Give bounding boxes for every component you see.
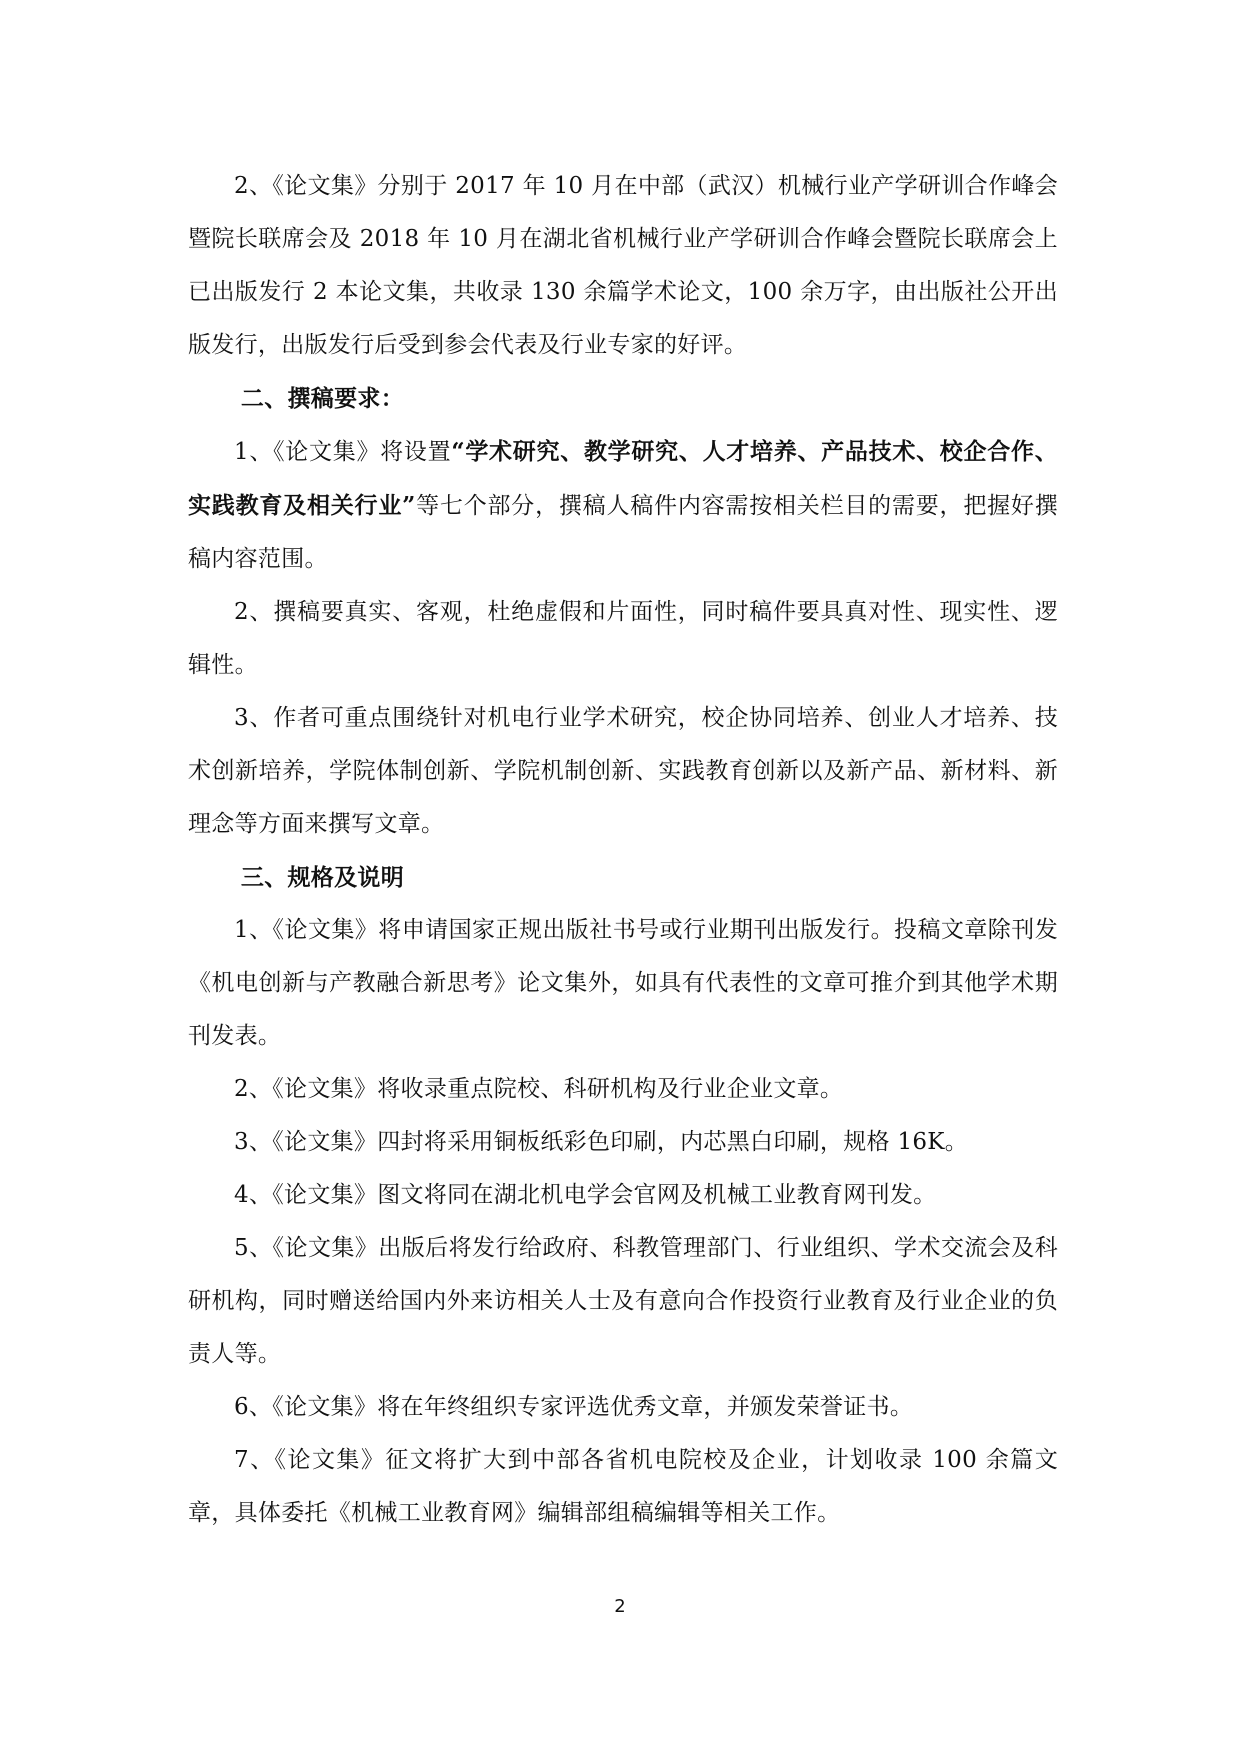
paragraph-spec-3: 3、《论文集》四封将采用铜板纸彩色印刷，内芯黑白印刷，规格 16K。 <box>234 1129 969 1155</box>
paragraph-spec-4: 4、《论文集》图文将同在湖北机电学会官网及机械工业教育网刊发。 <box>234 1182 937 1208</box>
paragraph-spec-5: 5、《论文集》出版后将发行给政府、科教管理部门、行业组织、学术交流会及科研机构，同时赠送给国内外来访相关人士及有意向合作投资行业教育及行业企业的负责人等。 <box>188 1235 1058 1367</box>
paragraph-spec-1: 1、《论文集》将申请国家正规出版社书号或行业期刊出版发行。投稿文章除刊发《机电创新与产教融合新思考》论文集外，如具有代表性的文章可推介到其他学术期刊发表。 <box>188 917 1058 1049</box>
paragraph-requirement-3: 3、作者可重点围绕针对机电行业学术研究，校企协同培养、创业人才培养、技术创新培养，学院体制创新、学院机制创新、实践教育创新以及新产品、新材料、新理念等方面来撰写文章。 <box>188 705 1058 837</box>
requirement-1-suffix: 等七个部分，撰稿人稿件内容需按相关栏目的需要，把握好撰稿内容范围。 <box>188 493 1058 572</box>
section-heading-writing-requirements: 二、撰稿要求： <box>240 385 404 412</box>
paragraph-spec-7: 7、《论文集》征文将扩大到中部各省机电院校及企业，计划收录 100 余篇文章，具体委托《机械工业教育网》编辑部组稿编辑等相关工作。 <box>188 1447 1058 1526</box>
paragraph-intro-2: 2、《论文集》分别于 2017 年 10 月在中部（武汉）机械行业产学研训合作峰会暨院长联席会及 2018 年 10 月在湖北省机械行业产学研训合作峰会暨院长联席会上已出版发行 2 本论文集，共收录 130 余篇学术论文，100 余万字，由出版社公开出版发行，出版发行后受到参会代表及行业专家的好评。 <box>188 173 1058 358</box>
requirement-1-prefix: 1、《论文集》将设置 <box>234 439 452 465</box>
paragraph-spec-2: 2、《论文集》将收录重点院校、科研机构及行业企业文章。 <box>234 1076 844 1102</box>
page-number: 2 <box>614 1596 626 1617</box>
document-body <box>188 160 1058 1540</box>
requirement-1-categories: “学术研究、教学研究、人才培养、产品技术、校企合作、实践教育及相关行业” <box>188 438 1058 519</box>
section-heading-specifications: 三、规格及说明 <box>240 864 404 891</box>
paragraph-spec-6: 6、《论文集》将在年终组织专家评选优秀文章，并颁发荣誉证书。 <box>234 1394 914 1420</box>
paragraph-requirement-2: 2、撰稿要真实、客观，杜绝虚假和片面性，同时稿件要具真对性、现实性、逻辑性。 <box>188 599 1058 678</box>
paragraph-requirement-1 <box>188 425 1058 586</box>
